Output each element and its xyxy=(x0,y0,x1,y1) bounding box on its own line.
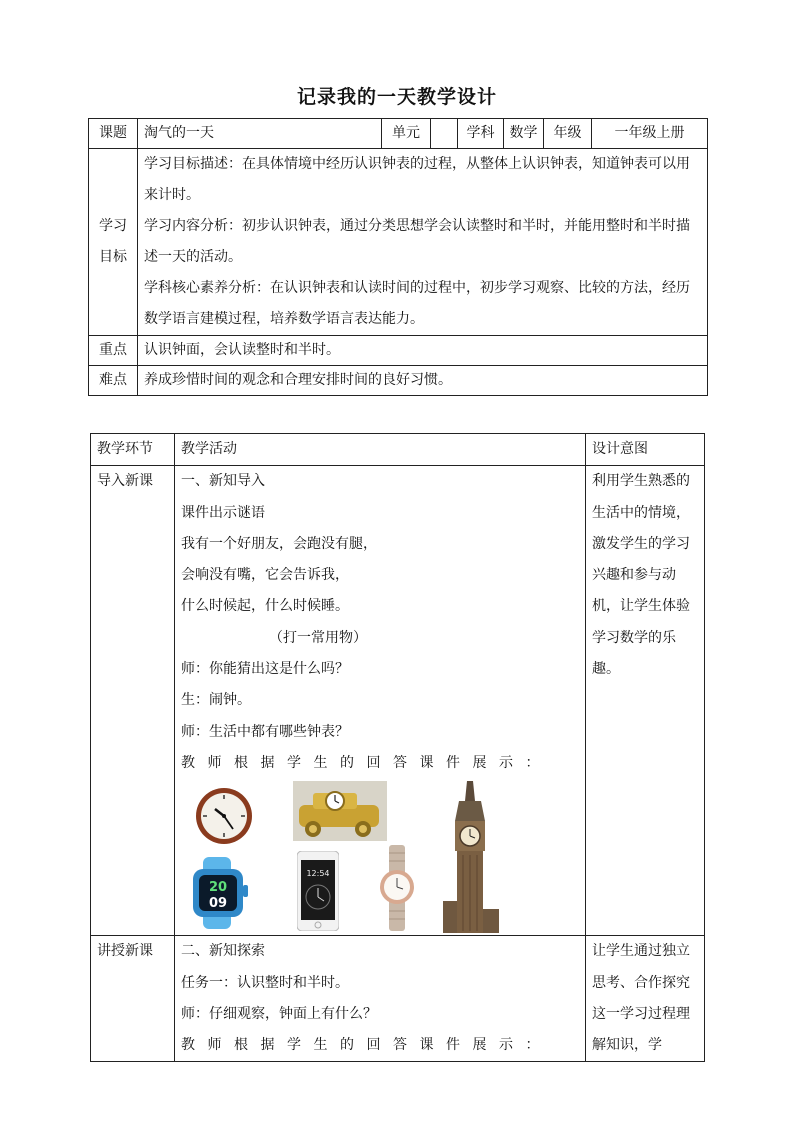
phone-clock-icon xyxy=(297,851,339,931)
phone-time-text: 12:54 xyxy=(306,869,330,879)
stage-intro: 导入新课 xyxy=(91,466,175,936)
activity-line: 生：闹钟。 xyxy=(181,692,251,709)
stage-new-lesson: 讲授新课 xyxy=(91,936,175,1062)
activity-line: 课件出示谜语 xyxy=(181,504,265,521)
goals-cell xyxy=(138,149,708,336)
activity-line: 二、新知探索 xyxy=(181,943,265,960)
goals-label: 学习目标 xyxy=(89,149,138,336)
goal-description: 学习目标描述：在具体情境中经历认识钟表的过程，从整体上认识钟表，知道钟表可以用来计时。 xyxy=(144,156,690,203)
watch-display-minute: 09 xyxy=(208,896,228,912)
activity-line: （打一常用物） xyxy=(269,629,367,646)
intent-text: 让学生通过独立思考、合作探究这一学习过程理解知识，学 xyxy=(592,943,690,1054)
header-activity: 教学活动 xyxy=(175,434,586,466)
goal-content-analysis: 学习内容分析：初步认识钟表，通过分类思想学会认读整时和半时，并能用整时和半时描述一天的活动。 xyxy=(144,218,690,265)
activity-new-lesson xyxy=(175,936,586,1062)
activity-intro xyxy=(175,466,586,936)
activity-line: 什么时候起，什么时候睡。 xyxy=(181,598,349,615)
intent-intro xyxy=(586,466,705,936)
unit-value xyxy=(431,119,458,149)
clock-tower-icon xyxy=(443,781,499,933)
key-label: 重点 xyxy=(89,336,138,366)
subject-label: 学科 xyxy=(458,119,504,149)
grade-label: 年级 xyxy=(544,119,592,149)
activity-line: 任务一：认识整时和半时。 xyxy=(181,974,349,991)
topic-value: 淘气的一天 xyxy=(138,119,382,149)
car-clock-icon xyxy=(293,781,387,841)
activity-line: 我有一个好朋友，会跑没有腿， xyxy=(181,535,377,552)
lesson-info-table xyxy=(88,118,708,396)
watch-display-hour: 20 xyxy=(208,880,228,896)
clock-images xyxy=(181,781,579,935)
difficult-value: 养成珍惜时间的观念和合理安排时间的良好习惯。 xyxy=(138,366,708,396)
activity-line: 教师根据学生的回答课件展示： xyxy=(181,754,552,771)
intent-new-lesson xyxy=(586,936,705,1062)
activity-line: 教师根据学生的回答课件展示： xyxy=(181,1037,552,1054)
header-stage: 教学环节 xyxy=(91,434,175,466)
table-row xyxy=(91,466,705,936)
activity-line: 会响没有嘴，它会告诉我， xyxy=(181,567,349,584)
activity-line: 师：生活中都有哪些钟表？ xyxy=(181,723,349,740)
table-row xyxy=(91,936,705,1062)
activity-line: 师：你能猜出这是什么吗？ xyxy=(181,661,349,678)
wall-clock-icon xyxy=(195,787,253,845)
smart-watch-icon xyxy=(189,857,255,929)
teaching-plan-table xyxy=(90,433,705,1062)
grade-value: 一年级上册 xyxy=(592,119,708,149)
difficult-label: 难点 xyxy=(89,366,138,396)
header-intent: 设计意图 xyxy=(586,434,705,466)
wrist-watch-icon xyxy=(377,845,417,931)
key-value: 认识钟面，会认读整时和半时。 xyxy=(138,336,708,366)
intent-text: 利用学生熟悉的生活中的情境，激发学生的学习兴趣和参与动机，让学生体验学习数学的乐趣。 xyxy=(592,473,690,678)
activity-line: 一、新知导入 xyxy=(181,473,265,490)
page-title: 记录我的一天教学设计 xyxy=(296,86,497,108)
unit-label: 单元 xyxy=(382,119,431,149)
goal-core-literacy: 学科核心素养分析：在认识钟表和认读时间的过程中，初步学习观察、比较的方法，经历数学语言建模过程，培养数学语言表达能力。 xyxy=(144,280,690,327)
subject-value: 数学 xyxy=(504,119,544,149)
topic-label: 课题 xyxy=(89,119,138,149)
activity-line: 师：仔细观察，钟面上有什么？ xyxy=(181,1005,377,1022)
